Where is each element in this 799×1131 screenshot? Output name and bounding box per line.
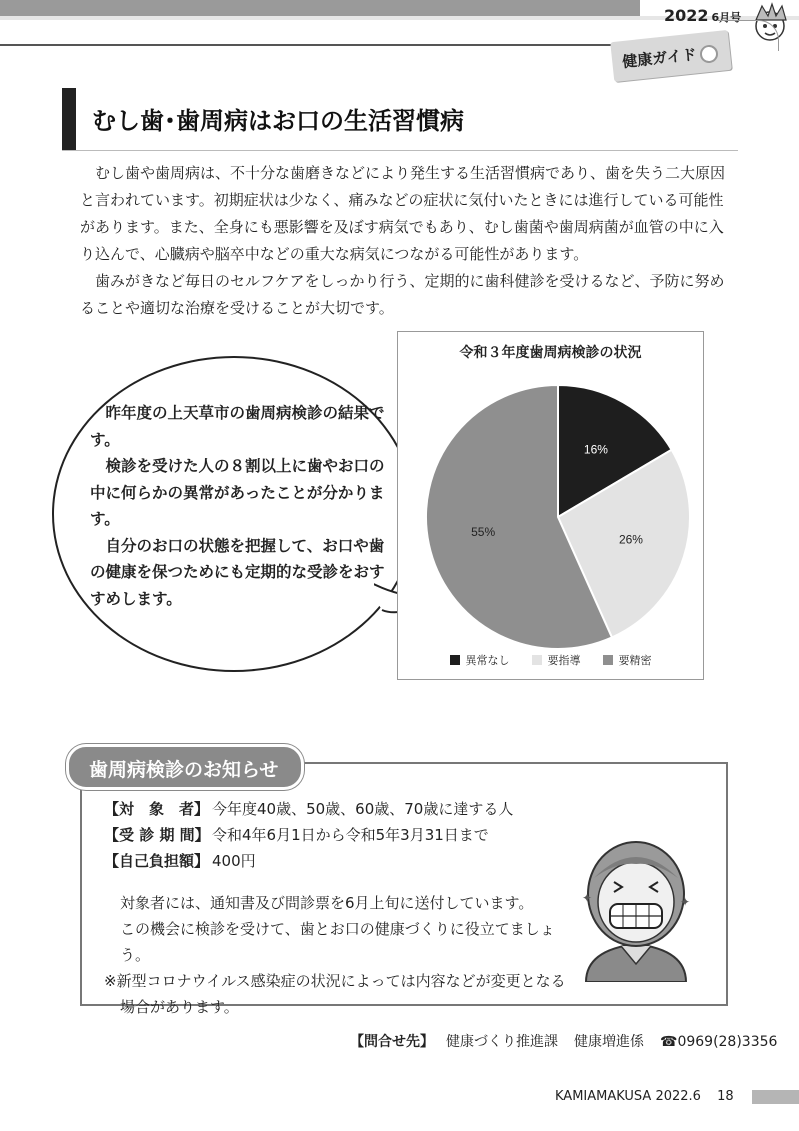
notice-caution: ※新型コロナウイルス感染症の状況によっては内容などが変更となる場合があります。 bbox=[104, 972, 566, 1016]
legend-label: 異常なし bbox=[465, 654, 510, 667]
svg-text:✦: ✦ bbox=[582, 891, 593, 905]
notice-notes bbox=[104, 890, 574, 1020]
tag-hole bbox=[699, 44, 719, 64]
bubble-paragraph: 検診を受けた人の８割以上に歯やお口の中に何らかの異常があったことが分かります。 bbox=[90, 457, 385, 528]
legend-label: 要精密 bbox=[618, 654, 652, 667]
legend-item bbox=[532, 652, 581, 668]
info-label: 【対 象 者】 bbox=[104, 800, 210, 818]
smiling-teeth-illustration bbox=[566, 832, 706, 982]
contact-department: 健康づくり推進課 bbox=[446, 1034, 558, 1050]
contact-phone: ☎0969(28)3356 bbox=[660, 1034, 778, 1050]
footer-date: 2022.6 bbox=[655, 1089, 701, 1104]
contact-label: 【問合せ先】 bbox=[350, 1034, 434, 1050]
section-tag bbox=[610, 30, 732, 82]
legend-item bbox=[603, 652, 652, 668]
info-value: 令和4年6月1日から令和5年3月31日まで bbox=[212, 826, 489, 844]
contact-info bbox=[350, 1031, 777, 1051]
issue-year: 2022 bbox=[664, 6, 709, 25]
legend-swatch bbox=[532, 655, 542, 665]
header-bar bbox=[0, 0, 640, 16]
info-label: 【自己負担額】 bbox=[104, 852, 210, 870]
header-rule bbox=[0, 44, 640, 46]
pie-chart-panel bbox=[397, 331, 704, 680]
title-rule bbox=[62, 150, 738, 151]
title-accent-bar bbox=[62, 88, 76, 150]
legend-swatch bbox=[450, 655, 460, 665]
info-value: 400円 bbox=[212, 852, 256, 870]
bubble-paragraph: 昨年度の上天草市の歯周病検診の結果です。 bbox=[90, 404, 385, 449]
article-title: むし歯･歯周病はお口の生活習慣病 bbox=[92, 107, 464, 135]
notice-info bbox=[104, 796, 513, 874]
info-value: 今年度40歳、50歳、60歳、70歳に達する人 bbox=[212, 800, 514, 818]
pie-chart bbox=[398, 362, 703, 672]
notice-note: 対象者には、通知書及び問診票を6月上旬に送付しています。 bbox=[120, 894, 534, 912]
chart-title: 令和３年度歯周病検診の状況 bbox=[459, 345, 642, 361]
page-footer bbox=[555, 1089, 734, 1104]
legend-label: 要指導 bbox=[547, 654, 581, 667]
chart-legend bbox=[398, 652, 703, 668]
contact-section: 健康増進係 bbox=[574, 1034, 644, 1050]
speech-bubble-text bbox=[90, 400, 390, 612]
section-tag-label: 健康ガイド bbox=[621, 45, 698, 72]
svg-text:✦: ✦ bbox=[680, 895, 691, 909]
notice-heading-tab bbox=[66, 744, 304, 790]
bubble-paragraph: 自分のお口の状態を把握して、お口や歯の健康を保つためにも定期的な受診をおすすめします。 bbox=[90, 536, 385, 608]
issue-month: 6月号 bbox=[711, 11, 742, 24]
footer-magazine: KAMIAMAKUSA bbox=[555, 1089, 652, 1104]
info-row bbox=[104, 848, 513, 874]
pie-slice-label: 26% bbox=[618, 532, 643, 547]
legend-swatch bbox=[603, 655, 613, 665]
article-paragraph: 歯みがきなど毎日のセルフケアをしっかり行う、定期的に歯科健診を受けるなど、予防に努めることや適切な治療を受けることが大切です。 bbox=[80, 272, 725, 317]
pie-slice-label: 55% bbox=[471, 525, 496, 540]
article-body bbox=[80, 160, 730, 322]
info-row bbox=[104, 796, 513, 822]
pie-slice-label: 16% bbox=[583, 442, 608, 457]
legend-item bbox=[450, 652, 510, 668]
footer-page-number: 18 bbox=[717, 1089, 734, 1104]
info-label: 【受 診 期 間】 bbox=[104, 826, 210, 844]
footer-bar bbox=[752, 1090, 799, 1104]
article-paragraph: むし歯や歯周病は、不十分な歯磨きなどにより発生する生活習慣病であり、歯を失う二大原因と言われています。初期症状は少なく、痛みなどの症状に気付いたときには進行している可能性があります。また、全身にも悪影響を及ぼす病気でもあり、むし歯菌や歯周病菌が血管の中に入り込んで、心臓病や脳卒中などの重大な病気につながる可能性があります。 bbox=[80, 164, 726, 263]
notice-note: この機会に検診を受けて、歯とお口の健康づくりに役立てましょう。 bbox=[120, 920, 555, 964]
info-row bbox=[104, 822, 513, 848]
notice-heading: 歯周病検診のお知らせ bbox=[89, 759, 279, 781]
